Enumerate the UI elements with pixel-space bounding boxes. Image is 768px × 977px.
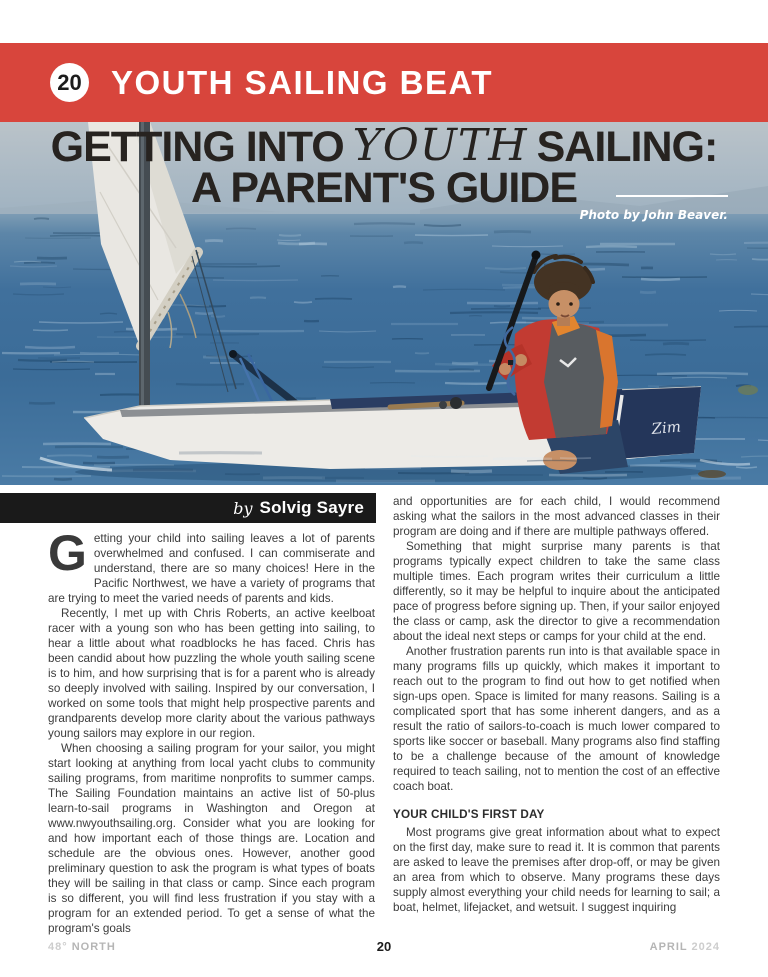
section-title: YOUTH SAILING BEAT <box>111 63 494 101</box>
page-number-badge: 20 <box>50 63 89 102</box>
footer-year: 2024 <box>691 941 720 953</box>
footer-brand-degree: 48° <box>48 941 68 953</box>
byline-bar <box>0 493 376 523</box>
section-banner <box>0 43 768 122</box>
article-right-column <box>393 494 720 915</box>
paragraph <box>48 525 375 606</box>
byline-author: Solvig Sayre <box>259 498 364 517</box>
paragraph-text: etting your child into sailing leaves a lot of parents overwhelmed and confused. I can commiserate and understand, there are so many choices! Here in the Pacific Northwest, we have a variety of programs that are trying to meet the varied needs of parents and kids. <box>48 532 375 605</box>
boat-brand-logo: Zim <box>650 417 682 438</box>
footer-date <box>650 941 720 953</box>
paragraph: Another frustration parents run into is that available space in many programs fills up quickly, which makes it important to reach out to the program to find out how to get notified when sign-ups open. Space is limited for many reasons. Sailing is a complicated sport that has some inherent dangers, and as a result the ratio of sailors-to-coach is much lower compared to sports like soccer or baseball. Many programs also find staffing to be a challenge because of the amount of knowledge required to teach sailing, not to mention the cost of an effective coach boat. <box>393 645 720 793</box>
headline-accent: YOUTH <box>352 120 528 171</box>
footer-month: APRIL <box>649 941 688 953</box>
paragraph: Recently, I met up with Chris Roberts, an active keelboat racer with a young son who has been getting into sailing, to hear a little about what roadblocks he has faced. Chris has been candid about how puzzling the whole youth sailing scene is to him, and how surprising that is for a parent who is already so deeply involved with sailing. Inspired by our conversation, I worked on some tools that might help prospective parents and grandparents develop more clarity about the various pathways young sailors may explore in our region. <box>48 607 375 740</box>
article-left-column <box>48 525 375 936</box>
headline-line-2: A PARENT'S GUIDE <box>190 164 578 212</box>
headline-line-1 <box>0 120 768 171</box>
headline-post: SAILING: <box>536 123 718 171</box>
credit-text: Photo by John Beaver. <box>579 208 728 222</box>
drop-cap: G <box>48 525 87 581</box>
photo-credit <box>548 188 728 224</box>
page-footer <box>0 939 768 959</box>
paragraph: and opportunities are for each child, I would recommend asking what the sailors in the most advanced classes in their program are doing and if there are multiple pathways offered. <box>393 495 720 538</box>
paragraph: Something that might surprise many parents is that programs typically expect children to take the same class multiple times. Each program writes their curriculum a little differently, so it may be helpful to inquire about the anticipated pace of progress before signing up. Then, if your sailor enjoyed the class or camp, ask the director to give a recommendation about the ideal next steps or camps for your child at the end. <box>393 540 720 643</box>
headline-pre: GETTING INTO <box>50 123 344 171</box>
paragraph: Most programs give great information about what to expect on the first day, make sure to read it. It is common that parents are asked to leave the premises after drop-off, or may be given an area from which to observe. Many programs these days supply almost everything your child needs for learning to sail; a boat, helmet, lifejacket, and wetsuit. I suggest inquiring <box>393 826 720 914</box>
footer-brand-name: NORTH <box>71 941 116 953</box>
byline-prefix: by <box>233 498 253 518</box>
footer-page-number: 20 <box>376 939 392 954</box>
section-heading: YOUR CHILD'S FIRST DAY <box>393 808 545 821</box>
paragraph: When choosing a sailing program for your sailor, you might start looking at anything from local yacht clubs to community sailing programs, from maritime nonprofits to summer camps. The Sailing Foundation maintains an active list of 50-plus learn-to-sail programs in Washington and Oregon at www.nwyouthsailing.org. Consider what you are looking for and how important each of those things are. Location and schedule are the obvious ones. However, another good preliminary question to ask the program is what types of boats they will be sailing in that class or camp. Since each program is so different, you will find less frustration if you stay with a program for an extended period. To get a sense of what the program's goals <box>48 742 375 935</box>
credit-rule <box>616 195 728 197</box>
